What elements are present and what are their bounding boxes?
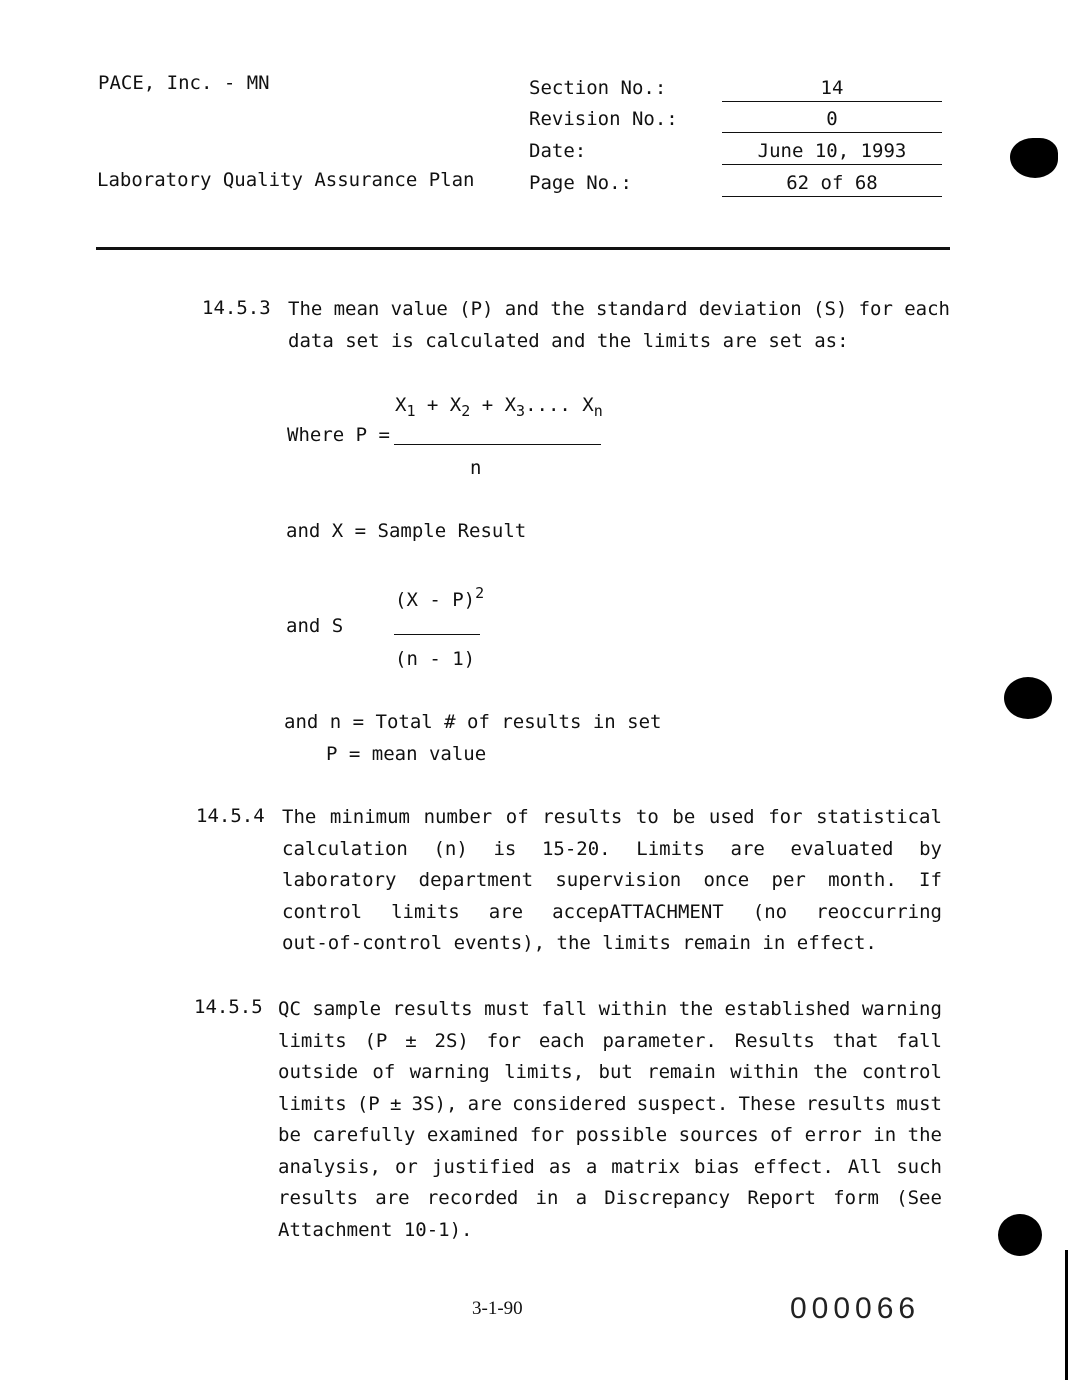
p-fraction-bar (394, 444, 601, 445)
word: accepATTACHMENT (552, 900, 724, 923)
s-fraction-bar (394, 634, 480, 635)
word: are (375, 1187, 410, 1209)
word: (no (752, 900, 788, 923)
word: The (288, 298, 323, 320)
word: ± (405, 1029, 417, 1052)
word: results (392, 998, 473, 1020)
word: 3S), (411, 1092, 458, 1115)
paragraph-line (282, 834, 942, 866)
revision-value: 0 (722, 108, 942, 133)
word: statistical (816, 806, 942, 828)
word: supervision (555, 869, 682, 891)
word: control (861, 1061, 942, 1083)
section-number-14-5-3: 14.5.3 (202, 297, 271, 319)
x-definition: and X = Sample Result (286, 520, 527, 542)
paragraph-line (278, 1120, 942, 1152)
word: a (585, 1155, 598, 1178)
word: 2S) (434, 1029, 469, 1052)
punch-hole-middle (1004, 677, 1052, 719)
word: are (467, 1092, 502, 1115)
word: deviation (698, 298, 802, 320)
section-value: 14 (722, 77, 942, 102)
s-formula-numerator: (X - P)$^2$ (395, 584, 485, 611)
word: that (832, 1029, 879, 1052)
organization-name: PACE, Inc. - MN (98, 72, 270, 94)
word: for (858, 298, 893, 320)
word: results (278, 1187, 359, 1209)
word: in (873, 1124, 897, 1146)
word: 15-20. (541, 837, 611, 860)
word: considered (512, 1092, 627, 1115)
word: number (423, 806, 493, 828)
word: (P (356, 1092, 380, 1115)
paragraph-14-5-5 (278, 994, 942, 1246)
word: warning (409, 1061, 490, 1083)
paragraph-line (282, 865, 942, 897)
word: (See (896, 1187, 942, 1209)
word: each (904, 298, 950, 320)
word: control (282, 900, 363, 923)
word: in (535, 1187, 559, 1209)
paragraph-line (288, 294, 950, 326)
word: evaluated (790, 837, 894, 860)
s-label: and S (286, 615, 344, 637)
bates-number: 000066 (790, 1292, 921, 1325)
word: results (805, 1092, 887, 1115)
paragraph-14-5-4 (282, 802, 942, 960)
word: (n) (433, 837, 468, 860)
word: analysis, (278, 1155, 381, 1178)
word: limits (391, 900, 460, 923)
word: be (278, 1124, 301, 1146)
paragraph-line (282, 802, 942, 834)
page-label: Page No.: (529, 172, 632, 194)
word: once (703, 869, 750, 891)
word: (S) (813, 298, 848, 320)
paragraph-line: out-of-control events), the limits remain in effect. (282, 932, 877, 954)
word: laboratory (282, 869, 397, 891)
word: the (907, 1124, 942, 1146)
word: each (538, 1029, 585, 1052)
word: must (484, 998, 530, 1020)
s-formula-denominator: (n - 1) (395, 648, 476, 670)
page-value: 62 of 68 (722, 172, 942, 197)
word: for (486, 1029, 522, 1052)
word: (P (364, 1029, 388, 1052)
word: minimum (329, 806, 410, 828)
word: remain (647, 1061, 716, 1083)
word: calculation (282, 837, 408, 860)
revision-label: Revision No.: (529, 108, 678, 130)
word: QC (278, 998, 301, 1020)
word: fall (896, 1029, 942, 1052)
paragraph-line: Attachment 10-1). (278, 1218, 473, 1241)
word: are (488, 900, 524, 923)
word: for (768, 806, 803, 828)
header-rule (96, 247, 950, 250)
word: established (724, 998, 851, 1020)
word: mean (333, 298, 380, 320)
word: department (418, 869, 534, 891)
word: used (708, 806, 755, 828)
word: warning (861, 998, 942, 1020)
word: recorded (426, 1187, 519, 1209)
word: justified (431, 1155, 535, 1178)
word: and (504, 298, 540, 320)
word: of (770, 1124, 794, 1146)
punch-hole-bottom (998, 1214, 1042, 1256)
word: carefully (312, 1124, 416, 1146)
section-number-14-5-4: 14.5.4 (196, 805, 265, 827)
word: (P) (459, 298, 494, 320)
paragraph-line (278, 994, 942, 1026)
word: Discrepancy (604, 1187, 731, 1209)
paragraph-line (282, 897, 942, 929)
word: of (372, 1061, 396, 1083)
paragraph-14-5-3 (288, 294, 950, 357)
word: month. (828, 869, 897, 891)
word: value (390, 298, 448, 320)
n-definition: and n = Total # of results in set (284, 711, 662, 733)
paragraph-line (278, 1152, 942, 1184)
section-label: Section No.: (529, 77, 667, 99)
word: by (919, 837, 942, 860)
p-formula-numerator: $X_1 + X_2 + X_3$.... $X_n$ (395, 394, 603, 420)
word: the (550, 298, 585, 320)
word: limits (278, 1029, 347, 1052)
word: but (598, 1061, 633, 1083)
word: parameter. (602, 1029, 717, 1052)
word: form (833, 1187, 879, 1209)
word: The (282, 806, 317, 828)
word: effect. (753, 1155, 834, 1178)
p-formula-denominator: n (470, 457, 482, 479)
word: the (678, 998, 714, 1020)
word: sources (678, 1124, 759, 1146)
word: are (730, 837, 765, 860)
word: must (896, 1092, 942, 1115)
word: possible (575, 1124, 668, 1146)
word: as (548, 1155, 572, 1178)
word: results (542, 806, 623, 828)
word: Limits (636, 837, 705, 860)
word: Report (747, 1187, 816, 1209)
word: is (493, 837, 517, 860)
word: within (730, 1061, 799, 1083)
punch-hole-top (1010, 138, 1058, 178)
word: a (575, 1187, 588, 1209)
word: Results (734, 1029, 815, 1052)
word: for (529, 1124, 565, 1146)
word: outside (278, 1061, 359, 1083)
word: to (635, 806, 659, 828)
word: such (896, 1155, 942, 1178)
word: be (672, 806, 696, 828)
word: These (738, 1092, 796, 1115)
date-label: Date: (529, 140, 587, 162)
word: All (847, 1155, 883, 1178)
paragraph-line (278, 1057, 942, 1089)
paragraph-line (278, 1026, 942, 1058)
word: limits (278, 1092, 347, 1115)
word: per (771, 869, 806, 891)
word: fall (541, 998, 588, 1020)
word: If (919, 869, 942, 891)
word: within (598, 998, 668, 1020)
word: ± (389, 1092, 402, 1115)
word: suspect. (636, 1092, 729, 1115)
where-p-label: Where P = (287, 424, 390, 446)
word: examined (426, 1124, 519, 1146)
plan-title: Laboratory Quality Assurance Plan (97, 169, 475, 191)
word: standard (595, 298, 688, 320)
word: matrix (611, 1155, 680, 1178)
word: of (505, 806, 529, 828)
word: bias (693, 1155, 740, 1178)
section-number-14-5-5: 14.5.5 (194, 996, 263, 1018)
word: or (394, 1155, 418, 1178)
word: the (813, 1061, 848, 1083)
p-definition: P = mean value (326, 743, 487, 765)
paragraph-line (278, 1089, 942, 1121)
paragraph-line: data set is calculated and the limits are set as: (288, 329, 849, 352)
word: reoccurring (816, 900, 942, 923)
date-value: June 10, 1993 (722, 140, 942, 165)
word: sample (312, 998, 382, 1020)
word: error (804, 1124, 862, 1146)
paragraph-line (278, 1183, 942, 1215)
word: limits, (504, 1061, 585, 1083)
document-date: 3-1-90 (472, 1298, 523, 1319)
